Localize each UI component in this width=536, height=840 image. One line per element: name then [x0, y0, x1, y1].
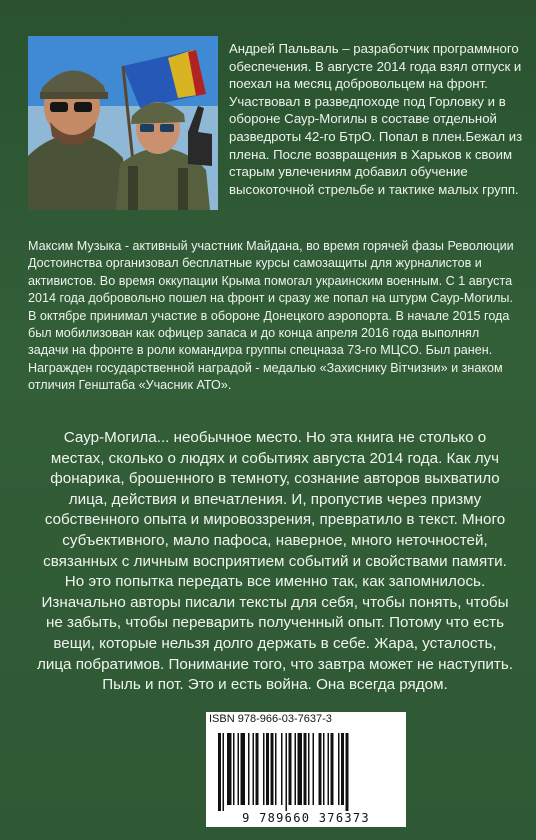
barcode-bar [223, 733, 225, 811]
barcode-bar [266, 733, 269, 805]
barcode-bar [304, 733, 307, 805]
barcode-bar [338, 733, 340, 805]
barcode-bar [331, 733, 334, 805]
barcode-bar [238, 733, 240, 805]
barcode-bar [227, 733, 232, 805]
barcode-icon [206, 727, 406, 811]
barcode-bar [319, 733, 322, 805]
author-bio-muzyka: Максим Музыка - активный участник Майдана, во время горячей фазы Революции Достоинства организовал бесплатные курсы самозащиты для журналистов и активистов. Во время оккупации Крыма помогал украинским военным. С 1 августа 2014 года добровольно пошел на фронт и сразу же попал на штурм Саур-Могилы. В октябре принимал участие в обороне Донецкого аэропорта. В начале 2015 года был мобилизован как офицер запаса и до конца апреля 2016 года выполнял задачи на фронте в роли командира группы спецназа 73-го МЦСО. Был ранен. Награжден государственной наградой - медалью «Захиснику Вітчизни» и знаком отличия Генштаба «Учасник АТО». [28, 239, 514, 393]
barcode-bar [286, 733, 288, 811]
barcode-bar [346, 733, 349, 811]
barcode-bar [253, 733, 255, 805]
barcode-bar [341, 733, 344, 805]
barcode-bar [241, 733, 246, 805]
barcode-bar [275, 733, 277, 805]
barcode-bar [298, 733, 303, 805]
barcode-bar [313, 733, 315, 805]
authors-photo [28, 36, 218, 210]
barcode-bar [289, 733, 292, 805]
barcode [206, 727, 406, 827]
barcode-bar [323, 733, 325, 805]
soldiers-photo-icon [28, 36, 218, 210]
barcode-bar [271, 733, 274, 805]
barcode-bar [218, 733, 221, 811]
barcode-bar [295, 733, 297, 805]
barcode-bar [248, 733, 250, 805]
barcode-bar [233, 733, 235, 805]
barcode-bar [328, 733, 330, 805]
barcode-bar [256, 733, 259, 805]
barcode-digits: 9 789660 376373 [242, 811, 370, 825]
barcode-bar [263, 733, 265, 805]
barcode-bar [308, 733, 310, 805]
isbn-label: ISBN 978-966-03-7637-3 [206, 712, 406, 727]
book-annotation: Саур-Могила... необычное место. Но эта книга не столько о местах, сколько о людях и событиях августа 2014 года. Как луч фонарика, брошенного в темноту, сознание авторов выхватило лица, действия и впечатления. И, пропустив через призму собственного опыта и мировоззрения, превратило в текст. Много субъективного, мало пафоса, наверное, много неточностей, связанных с личным восприятием событий и свойствами памяти. Но это попытка передать все именно так, как запомнилось. Изначально авторы писали тексты для себя, чтобы понять, чтобы не забыть, чтобы переварить полученный опыт. Потому что есть вещи, которые нельзя долго держать в себе. Жара, усталость, лица побратимов. Понимание того, что завтра может не наступить. Пыль и пот. Это и есть война. Она всегда рядом. [36, 429, 514, 694]
barcode-bar [281, 733, 283, 805]
author-bio-palval: Андрей Пальваль – разработчик программного обеспечения. В августе 2014 года взял отпуск и поехал на месяц добровольцем на фронт. Участвовал в разведпоходе под Горловку и в обороне Саур-Могилы в составе отдельной разведроты 42-го БтрО. Попал в плен.Бежал из плена. После возвращения в Харьков к своим старым увлечениям добавил обучение высокоточной стрельбе и тактике малых групп. [229, 41, 523, 197]
